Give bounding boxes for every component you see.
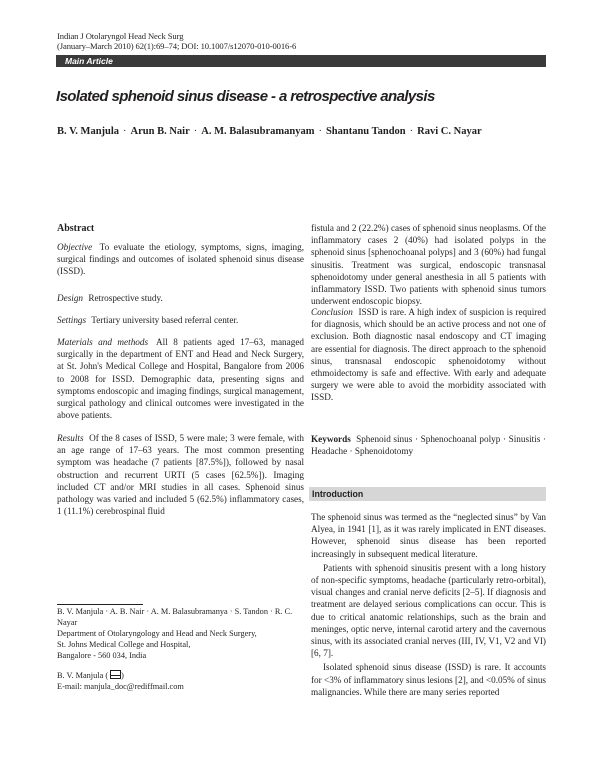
keywords-text: Sphenoid sinus · Sphenochoanal polyp · Sinusitis · Headache · Sphenoidotomy — [311, 434, 546, 457]
abstract-results — [57, 432, 304, 517]
methods-text: All 8 patients aged 17–63, managed surgically in the department of ENT and Head and Neck Surgery, at St. John's Medical College and Hospital, Bangalore from 2006 to 2008 for ISSD. Demographic data, presenting signs and symptoms endoscopic and imaging findings, surgical management, surgical pathology and clinical outcomes were investigated in the above patients. — [57, 337, 304, 421]
introduction-body — [311, 511, 546, 698]
abstract-objective — [57, 241, 304, 278]
journal-citation: (January–March 2010) 62(1):69–74; DOI: 10.1007/s12070-010-0016-6 — [57, 41, 297, 51]
objective-label: Objective — [57, 242, 93, 252]
conclusion-label: Conclusion — [311, 307, 353, 317]
abstract-methods — [57, 336, 304, 421]
author: Arun B. Nair — [130, 126, 190, 137]
author-list — [57, 126, 557, 137]
abstract-heading-text: Abstract — [57, 223, 95, 234]
design-label: Design — [57, 293, 84, 303]
author: B. V. Manjula — [57, 126, 120, 137]
objective-text: To evaluate the etiology, symptoms, signs, imaging, surgical findings and outcomes of isolated sphenoid sinus disease (ISSD). — [57, 242, 304, 277]
results-label: Results — [57, 433, 84, 443]
corresponding-author: B. V. Manjula ( — [57, 671, 109, 680]
affiliation-block — [57, 606, 304, 661]
abstract-settings — [57, 314, 304, 326]
abstract-conclusion — [311, 306, 546, 404]
author: A. M. Balasubramanyam — [201, 126, 315, 137]
intro-paragraph: Patients with sphenoid sinusitis present with a long history of non-specific symptoms, headache (particularly retro-orbital), visual changes and cranial nerve deficits [2–5]. If diagnosis and treatment are delayed serious complications can occur. This is due to critical anatomic relationships, such as the brain and meninges, optic nerve, internal carotid artery and the cavernous sinus, with its associated cranial nerves (III, IV, V1, V2 and VI) [6, 7]. — [311, 562, 546, 659]
abstract-design — [57, 292, 304, 304]
author-separator: · — [193, 126, 198, 137]
author: Shantanu Tandon — [325, 126, 406, 137]
affiliation-city: Bangalore - 560 034, India — [57, 651, 147, 660]
section-label: Main Article — [56, 55, 546, 67]
intro-paragraph: The sphenoid sinus was termed as the “neglected sinus” by Van Alyea, in 1941 [1], as it was rarely implicated in ENT diseases. However, sphenoid sinus disease has been reported increasingly in subsequent medical literature. — [311, 512, 546, 559]
affiliation-dept: Department of Otolaryngology and Head and Neck Surgery, — [57, 629, 257, 638]
corresponding-block — [57, 670, 304, 692]
introduction-heading: Introduction — [309, 487, 546, 501]
envelope-icon — [110, 670, 121, 679]
keywords — [311, 433, 546, 457]
corresponding-email[interactable]: E-mail: manjula_doc@rediffmail.com — [57, 682, 184, 691]
journal-name: Indian J Otolaryngol Head Neck Surg — [57, 31, 184, 41]
author-separator: · — [318, 126, 322, 137]
intro-paragraph: Isolated sphenoid sinus disease (ISSD) is rare. It accounts for <3% of inflammatory sinus lesions [2], and <0.05% of sinus malignancies. While there are many series reported — [311, 662, 546, 697]
results-continued-text: fistula and 2 (22.2%) cases of sphenoid sinus neoplasms. Of the inflammatory cases 2 (40%) had isolated polyps in the sphenoid sinus [sphenochoanal polyps] and 3 (60%) had fungal sinusitis. Treatment was surgical, endoscopic transnasal sphenoidotomy under general anesthesia in all 5 patients with inflammatory ISSD. Two patients with sphenoid sinus tumors underwent endoscopic biopsy. — [311, 223, 546, 307]
settings-label: Settings — [57, 315, 87, 325]
abstract-heading — [57, 222, 304, 235]
author-separator: · — [409, 126, 414, 137]
abstract-results-continued — [311, 222, 546, 307]
settings-text: Tertiary university based referral center. — [91, 315, 239, 325]
affiliation-authors: B. V. Manjula · A. B. Nair · A. M. Balasubramanya · S. Tandon · R. C. Nayar — [57, 607, 293, 627]
methods-label: Materials and methods — [57, 337, 149, 347]
author-separator: · — [123, 126, 127, 137]
design-text: Retrospective study. — [88, 293, 163, 303]
corresponding-author-end: ) — [121, 671, 124, 680]
article-title: Isolated sphenoid sinus disease - a retrospective analysis — [56, 88, 435, 105]
conclusion-text: ISSD is rare. A high index of suspicion is required for diagnosis, which should be an active process and not one of exclusion. Both diagnostic nasal endoscopy and CT imaging are essential for diagnosis. The direct approach to the sphenoid sinus, transnasal endoscopic sphenoidotomy without ethmoidectomy is safe and effective. With early and adequate surgery we were able to avoid the morbidity associated with ISSD. — [311, 307, 547, 403]
results-text: Of the 8 cases of ISSD, 5 were male; 3 were female, with an age range of 17–63 years. The most common presenting symptom was headache (7 patients [87.5%]), followed by nasal obstruction and recurrent URTI (5 cases [62.5%]). Imaging included CT and/or MRI studies in all cases. Sphenoid sinus pathology was varied and included 5 (62.5%) inflammatory cases, 1 (11.1%) cerebrospinal fluid — [57, 433, 305, 517]
author: Ravi C. Nayar — [417, 126, 482, 137]
keywords-label: Keywords — [311, 434, 351, 444]
footnote-rule — [57, 604, 143, 605]
affiliation-college: St. Johns Medical College and Hospital, — [57, 640, 191, 649]
